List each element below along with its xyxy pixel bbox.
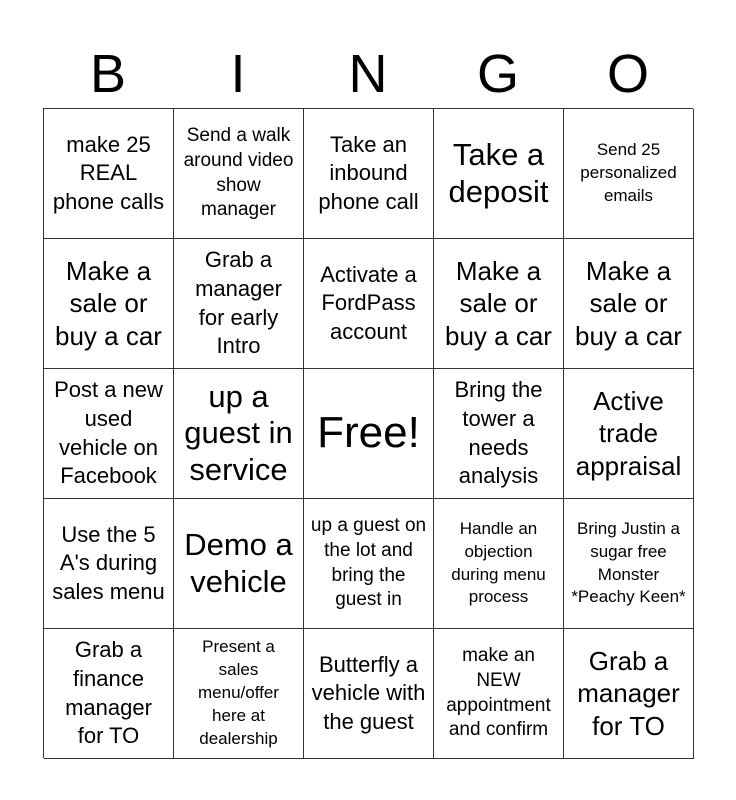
bingo-cell[interactable] xyxy=(304,239,434,369)
bingo-cell[interactable] xyxy=(304,629,434,759)
bingo-cell[interactable] xyxy=(44,369,174,499)
bingo-cell-text: Bring the tower a needs analysis xyxy=(454,377,543,489)
bingo-cell-text: Use the 5 A's during sales menu xyxy=(52,521,165,604)
bingo-cell[interactable] xyxy=(44,499,174,629)
header-letter-i: I xyxy=(230,44,246,104)
bingo-cell-text: Take a deposit xyxy=(448,137,549,209)
bingo-cell-text: up a guest on the lot and bring the guest in xyxy=(310,515,427,611)
bingo-header xyxy=(43,40,693,108)
header-letter-n: N xyxy=(348,44,388,104)
bingo-cell[interactable] xyxy=(564,109,694,239)
header-letter-b: B xyxy=(89,44,127,104)
bingo-cell[interactable] xyxy=(564,239,694,369)
bingo-cell[interactable] xyxy=(564,629,694,759)
bingo-cell-text: Make a sale or buy a car xyxy=(445,255,552,351)
bingo-cell-text: Make a sale or buy a car xyxy=(575,255,682,351)
bingo-cell[interactable] xyxy=(44,629,174,759)
bingo-cell[interactable] xyxy=(434,629,564,759)
bingo-cell[interactable] xyxy=(174,109,304,239)
bingo-cell-text: Post a new used vehicle on Facebook xyxy=(54,377,163,489)
header-letter-g: G xyxy=(476,44,519,104)
bingo-cell[interactable] xyxy=(434,369,564,499)
bingo-cell-text: Make a sale or buy a car xyxy=(55,255,162,351)
bingo-card-grid xyxy=(43,108,693,758)
bingo-cell-text: Take an inbound phone call xyxy=(318,131,419,214)
bingo-cell[interactable] xyxy=(434,499,564,629)
bingo-cell[interactable] xyxy=(434,109,564,239)
bingo-cell-text: Bring Justin a sugar free Monster *Peachy Keen* xyxy=(571,518,686,607)
bingo-cell[interactable] xyxy=(564,499,694,629)
bingo-cell-text: Butterfly a vehicle with the guest xyxy=(311,651,426,734)
bingo-cell-text: Send a walk around video show manager xyxy=(183,125,294,221)
bingo-cell-text: up a guest in service xyxy=(184,379,293,487)
bingo-cell[interactable] xyxy=(304,499,434,629)
bingo-cell-text: Grab a finance manager for TO xyxy=(65,637,152,749)
bingo-cell[interactable] xyxy=(564,369,694,499)
bingo-cell-text: Present a sales menu/offer here at dealership xyxy=(198,637,279,748)
bingo-cell[interactable] xyxy=(304,109,434,239)
bingo-cell-text: Grab a manager for early Intro xyxy=(195,247,282,359)
bingo-cell-text: Send 25 personalized emails xyxy=(580,140,677,205)
free-space-text: Free! xyxy=(317,408,420,458)
bingo-cell[interactable] xyxy=(174,499,304,629)
bingo-cell[interactable] xyxy=(44,239,174,369)
bingo-cell-text: Demo a vehicle xyxy=(184,527,293,599)
bingo-cell[interactable] xyxy=(174,239,304,369)
bingo-cell-text: make an NEW appointment and confirm xyxy=(446,645,551,741)
bingo-cell-text: Handle an objection during menu process xyxy=(451,518,546,607)
bingo-cell[interactable] xyxy=(44,109,174,239)
bingo-cell-text: Active trade appraisal xyxy=(575,385,682,481)
bingo-cell[interactable] xyxy=(174,369,304,499)
free-space-cell[interactable] xyxy=(304,369,434,499)
bingo-cell-text: Activate a FordPass account xyxy=(320,261,417,344)
bingo-cell[interactable] xyxy=(174,629,304,759)
bingo-cell-text: make 25 REAL phone calls xyxy=(52,131,165,214)
header-letter-o: O xyxy=(606,44,649,104)
bingo-cell[interactable] xyxy=(434,239,564,369)
bingo-cell-text: Grab a manager for TO xyxy=(577,645,680,741)
